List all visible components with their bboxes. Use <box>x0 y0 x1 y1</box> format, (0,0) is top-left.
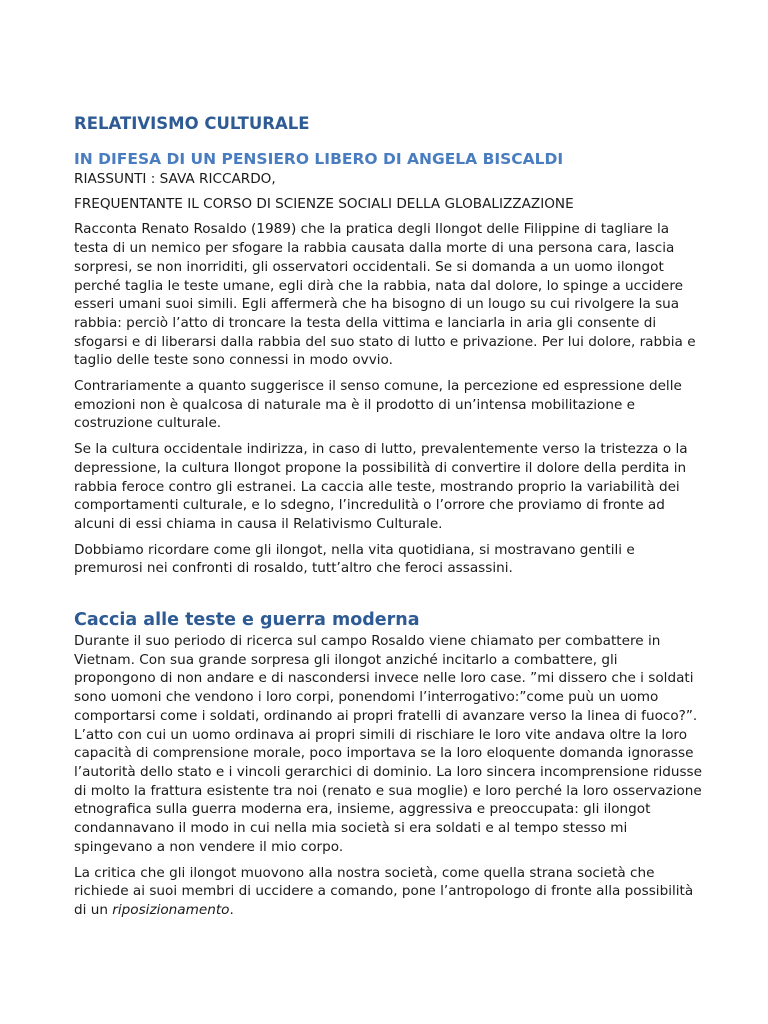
document-subtitle: IN DIFESA DI UN PENSIERO LIBERO DI ANGELA BISCALDI <box>74 150 564 168</box>
section-paragraph-closing <box>74 864 702 920</box>
document-body <box>74 170 702 920</box>
course-line: FREQUENTANTE IL CORSO DI SCIENZE SOCIALI DELLA GLOBALIZZAZIONE <box>74 195 574 212</box>
body-paragraph: Contrariamente a quanto suggerisce il senso comune, la percezione ed espressione delle emozioni non è qualcosa di naturale ma è il prodotto di un’intensa mobilitazione e costruzione culturale. <box>74 378 682 432</box>
body-paragraph: Dobbiamo ricordare come gli ilongot, nella vita quotidiana, si mostravano gentili e premurosi nei confronti di rosaldo, tutt’altro che feroci assassini. <box>74 541 635 577</box>
section-heading: Caccia alle teste e guerra moderna <box>74 610 420 631</box>
body-paragraph: Racconta Renato Rosaldo (1989) che la pratica degli Ilongot delle Filippine di tagliare la testa di un nemico per sfogare la rabbia causata dalla morte di una persona cara, lascia sorpresi, se non inorriditi, gli osservatori occidentali. Se si domanda a un uomo ilongot perché taglia le teste umane, egli dirà che la rabbia, nata dal dolore, lo spinge a uccidere esseri umani suoi simili. Egli affermerà che ha bisogno di un lougo su cui rivolgere la sua rabbia: perciò l’atto di troncare la testa della vittima e lanciarla in aria gli consente di sfogarsi e di liberarsi dalla rabbia del suo stato di lutto e privazione. Per lui dolore, rabbia e taglio delle teste sono connessi in modo ovvio. <box>74 221 696 369</box>
body-paragraph: Se la cultura occidentale indirizza, in caso di lutto, prevalentemente verso la tristezza o la depressione, la cultura Ilongot propone la possibilità di convertire il dolore della perdita in rabbia feroce contro gli estranei. La caccia alle teste, mostrando proprio la variabilità dei comportamenti culturale, e lo sdegno, l’incredulità o l’orrore che proviamo di fronte ad alcuni di essi chiama in causa il Relativismo Culturale. <box>74 441 688 532</box>
closing-text: La critica che gli ilongot muovono alla nostra società, come quella strana società che richiede ai suoi membri di uccidere a comando, pone l’antropologo di fronte alla possibilità di un <box>74 864 694 918</box>
summary-author-line: RIASSUNTI : SAVA RICCARDO, <box>74 171 276 187</box>
closing-period: . <box>229 901 234 918</box>
section-paragraph: Durante il suo periodo di ricerca sul campo Rosaldo viene chiamato per combattere in Vietnam. Con sua grande sorpresa gli ilongot anziché incitarlo a combattere, gli propongono di non andare e di nascondersi invece nelle loro case. ”mi dissero che i soldati sono uomoni che vendono i loro corpi, ponendomi l’interrogativo:”come puù un uomo comportarsi come i soldati, ordinando ai propri fratelli di avanzare verso la linea di fuoco?”. L’atto con cui un uomo ordinava ai propri simili di rischiare le loro vite andava oltre la loro capacità di comprensione morale, poco importava se la loro eloquente domanda ignorasse l’autorità dello stato e i vincoli gerarchici di dominio. La loro sincera incomprensione ridusse di molto la frattura esistente tra noi (renato e sua moglie) e loro perché la loro osservazione etnografica sulla guerra moderna era, insieme, aggressiva e preoccupata: gli ilongot condannavano il modo in cui nella mia società si era soldati e al tempo stesso mi spingevano a non vendere il mio corpo. <box>74 633 702 855</box>
emphasis-term: riposizionamento <box>112 901 230 918</box>
document-title: RELATIVISMO CULTURALE <box>74 114 310 133</box>
